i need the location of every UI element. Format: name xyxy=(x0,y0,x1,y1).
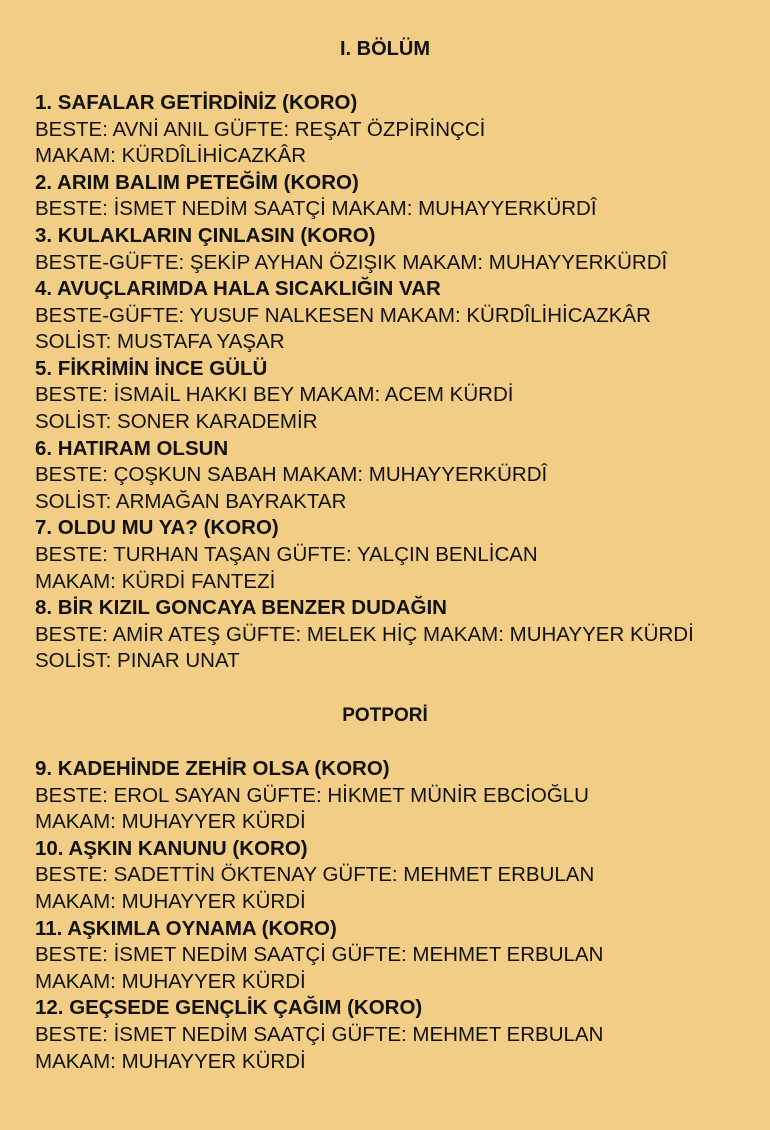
song-detail: SOLİST: SONER KARADEMİR xyxy=(35,410,318,433)
song-detail: BESTE: ÇOŞKUN SABAH MAKAM: MUHAYYERKÜRDÎ xyxy=(35,463,548,486)
song-title: 3. KULAKLARIN ÇINLASIN (KORO) xyxy=(35,224,376,247)
song-detail: MAKAM: MUHAYYER KÜRDİ xyxy=(35,890,306,913)
song-title: 8. BİR KIZIL GONCAYA BENZER DUDAĞIN xyxy=(35,596,447,619)
song-title: 9. KADEHİNDE ZEHİR OLSA (KORO) xyxy=(35,757,390,780)
song-detail: BESTE-GÜFTE: YUSUF NALKESEN MAKAM: KÜRDÎLİHİCAZKÂR xyxy=(35,304,651,327)
song-detail: BESTE-GÜFTE: ŞEKİP AYHAN ÖZIŞIK MAKAM: MUHAYYERKÜRDÎ xyxy=(35,251,668,274)
song-detail: BESTE: İSMET NEDİM SAATÇİ GÜFTE: MEHMET ERBULAN xyxy=(35,1023,604,1046)
song-detail: BESTE: SADETTİN ÖKTENAY GÜFTE: MEHMET ERBULAN xyxy=(35,863,595,886)
section-heading: I. BÖLÜM xyxy=(340,38,430,60)
song-detail: SOLİST: ARMAĞAN BAYRAKTAR xyxy=(35,490,347,513)
song-title: 10. AŞKIN KANUNU (KORO) xyxy=(35,837,308,860)
song-title: 12. GEÇSEDE GENÇLİK ÇAĞIM (KORO) xyxy=(35,996,423,1019)
song-title: 6. HATIRAM OLSUN xyxy=(35,437,229,460)
song-detail: MAKAM: MUHAYYER KÜRDİ xyxy=(35,1050,306,1073)
section-heading: POTPORİ xyxy=(342,705,428,726)
song-detail: BESTE: İSMET NEDİM SAATÇİ GÜFTE: MEHMET ERBULAN xyxy=(35,943,604,966)
song-title: 11. AŞKIMLA OYNAMA (KORO) xyxy=(35,917,337,940)
song-title: 4. AVUÇLARIMDA HALA SICAKLIĞIN VAR xyxy=(35,277,441,300)
song-detail: MAKAM: KÜRDİ FANTEZİ xyxy=(35,570,276,593)
song-detail: BESTE: EROL SAYAN GÜFTE: HİKMET MÜNİR EBCİOĞLU xyxy=(35,784,589,807)
song-title: 2. ARIM BALIM PETEĞİM (KORO) xyxy=(35,171,359,194)
song-title: 7. OLDU MU YA? (KORO) xyxy=(35,516,279,539)
song-detail: BESTE: AMİR ATEŞ GÜFTE: MELEK HİÇ MAKAM: MUHAYYER KÜRDİ xyxy=(35,623,694,646)
song-detail: MAKAM: MUHAYYER KÜRDİ xyxy=(35,810,306,833)
song-detail: MAKAM: KÜRDÎLİHİCAZKÂR xyxy=(35,144,307,167)
song-detail: BESTE: İSMET NEDİM SAATÇİ MAKAM: MUHAYYERKÜRDÎ xyxy=(35,197,597,220)
song-detail: SOLİST: PINAR UNAT xyxy=(35,649,240,672)
song-title: 5. FİKRİMİN İNCE GÜLÜ xyxy=(35,357,268,380)
song-detail: BESTE: İSMAİL HAKKI BEY MAKAM: ACEM KÜRDİ xyxy=(35,383,514,406)
song-detail: SOLİST: MUSTAFA YAŞAR xyxy=(35,330,285,353)
song-title: 1. SAFALAR GETİRDİNİZ (KORO) xyxy=(35,91,358,114)
song-detail: BESTE: AVNİ ANIL GÜFTE: REŞAT ÖZPİRİNÇCİ xyxy=(35,118,486,141)
song-detail: BESTE: TURHAN TAŞAN GÜFTE: YALÇIN BENLİCAN xyxy=(35,543,538,566)
song-detail: MAKAM: MUHAYYER KÜRDİ xyxy=(35,970,306,993)
